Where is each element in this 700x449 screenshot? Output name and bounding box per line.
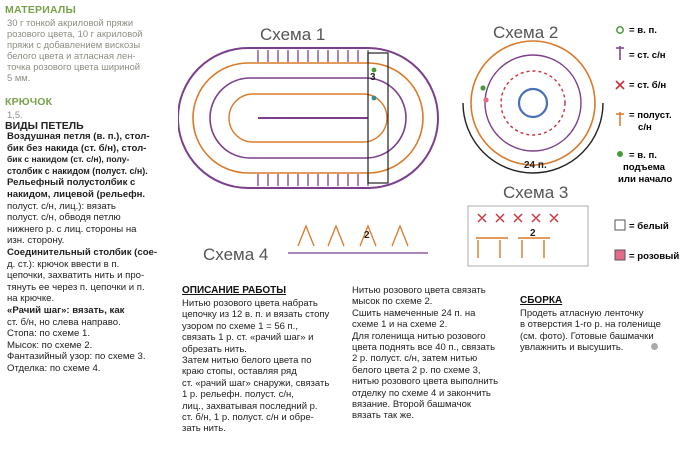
scheme4-label: Схема 4 — [203, 245, 269, 264]
x-stitches — [478, 214, 558, 222]
desc-line: Для голенища нитью розового — [352, 330, 486, 342]
stitch-line: цепочки, захватить нить и про- — [7, 270, 145, 282]
scheme1-row-number: 3 — [370, 72, 376, 83]
stitch-line: «Рачий шаг»: вязать, как — [7, 304, 125, 316]
desc-line: 2 р. полуст. с/н, затем нитью — [352, 353, 478, 365]
desc-line: 1 р. рельефн. полуст. с/н, — [182, 389, 294, 401]
scheme3-label: Схема 3 — [503, 183, 569, 202]
desc-line: Нитью розового цвета связать — [352, 285, 486, 296]
turning-chain-icon — [617, 151, 623, 157]
scheme3-row-number: 2 — [530, 228, 536, 239]
legend-hdc-2: с/н — [638, 122, 652, 133]
description-title: ОПИСАНИЕ РАБОТЫ — [182, 285, 287, 296]
assembly-line: Продеть атласную ленточку — [520, 308, 644, 319]
scheme1-label: Схема 1 — [260, 25, 326, 44]
desc-line: связать 1 р. ст. «рачий шаг» и — [182, 332, 314, 344]
start-dot — [372, 96, 377, 101]
stitch-line: нижнего р. с лиц. стороны на — [7, 223, 137, 235]
assembly-line: в отверстия 1-го р. на голенище — [520, 319, 661, 331]
pink-swatch-icon — [615, 250, 625, 260]
legend — [615, 25, 679, 262]
hook-title: КРЮЧОК — [5, 96, 53, 108]
desc-line: узором по схеме 1 = 56 п., — [182, 320, 298, 332]
stitch-line: изн. сторону. — [7, 235, 65, 247]
half-double-crochet-icon — [616, 112, 624, 126]
stitches-text — [7, 131, 175, 374]
stitch-line: Воздушная петля (в. п.), стол- — [7, 131, 150, 142]
stitch-line: накидом, лицевой (рельефн. — [7, 188, 146, 200]
stitch-line: бик без накида (ст. б/н), стол- — [7, 142, 147, 154]
stitch-line: Соединительный столбик (сое- — [7, 246, 158, 258]
stitch-line: на крючке. — [7, 293, 55, 305]
legend-hdc: = полуст. — [629, 110, 672, 121]
stitch-line: Фантазийный узор: по схеме 3. — [7, 351, 146, 363]
desc-line: отделку по схеме 4 и закончить — [352, 387, 491, 399]
assembly-line: (см. фото). Готовые башмачки — [520, 330, 654, 342]
materials-title: МАТЕРИАЛЫ — [5, 4, 76, 16]
materials-text — [7, 17, 175, 83]
start-dot — [372, 68, 377, 73]
single-crochet-icon — [616, 81, 624, 89]
desc-line: краю стопы, оставляя ряд — [182, 366, 297, 378]
hook-value: 1,5. — [7, 109, 23, 120]
white-swatch-icon — [615, 220, 625, 230]
stitch-line: Мысок: по схеме 2. — [7, 339, 93, 351]
legend-turning-3: или начало — [618, 174, 673, 185]
desc-line: Сшить намеченные 24 п. на — [352, 307, 476, 319]
legend-pink: = розовый — [629, 251, 680, 262]
stitch-line: Отделка: по схеме 4. — [7, 362, 101, 374]
legend-sc: = ст. б/н — [629, 80, 667, 91]
stitch-line: д. ст.): крючок ввести в п. — [7, 258, 120, 270]
scheme4-row-number: 2 — [364, 230, 370, 241]
crochet-diagrams — [178, 8, 700, 286]
scheme2-count: 24 п. — [524, 160, 547, 171]
desc-line: Нитью розового цвета набрать — [182, 298, 318, 309]
scheme1-diagram — [178, 48, 438, 188]
scheme3-diagram — [468, 206, 588, 266]
end-mark-icon — [651, 343, 658, 350]
materials-line: пряжи с добавлением вискозы — [7, 39, 141, 50]
start-dot — [483, 97, 488, 102]
desc-line: вязание. Второй башмачок — [352, 399, 472, 411]
stitches-title: ВИДЫ ПЕТЕЛЬ — [5, 120, 84, 132]
desc-line: обрезать нить. — [182, 343, 247, 355]
legend-dc: = ст. с/н — [629, 50, 666, 61]
lattice-row — [476, 238, 550, 258]
center-ring — [519, 89, 547, 117]
stitch-line: тянуть ее через п. цепочки и п. — [7, 281, 145, 293]
legend-turning-2: подъема — [623, 162, 666, 173]
materials-line: 5 мм. — [7, 72, 31, 83]
stitch-line: ст. б/н, но слева направо. — [7, 316, 121, 328]
description-col2 — [352, 285, 512, 422]
materials-line: розового цвета, 10 г акриловой — [7, 28, 143, 39]
scheme4-diagram — [288, 226, 428, 253]
stitch-line: Рельефный полустолбик с — [7, 177, 136, 189]
assembly-title: СБОРКА — [520, 295, 563, 306]
legend-white: = белый — [629, 221, 669, 232]
assembly-line: увлажнить и высушить. — [520, 342, 624, 354]
desc-line: цепочку из 12 в. п. и вязать стопу — [182, 309, 330, 321]
materials-line: 30 г тонкой акриловой пряжи — [7, 17, 134, 28]
desc-line: мысок по схеме 2. — [352, 296, 433, 308]
desc-line: Затем нитью белого цвета по — [182, 355, 312, 367]
desc-line: вязать так же. — [352, 410, 415, 422]
desc-line: цвета поднять все 40 п., связать — [352, 342, 496, 354]
scheme2-diagram — [463, 41, 603, 173]
desc-line: лиц., захватывая последний р. — [182, 400, 318, 412]
chain-stitch-icon — [617, 27, 623, 33]
legend-chain: = в. п. — [629, 25, 657, 36]
description-col1 — [182, 298, 342, 435]
materials-line: белого цвета и атласная лен- — [7, 50, 136, 61]
start-dot — [480, 85, 485, 90]
stitch-line: Стопа: по схеме 1. — [7, 328, 91, 340]
desc-line: ст. «рачий шаг» снаружи, связать — [182, 377, 330, 389]
desc-line: нитью розового цвета выполнить — [352, 376, 499, 388]
legend-turning: = в. п. — [629, 150, 657, 161]
desc-line: схеме 1 и на схеме 2. — [352, 319, 448, 331]
stitch-line: полуст. с/н, обводя петлю — [7, 212, 121, 224]
desc-line: ст. б/н, 1 р. полуст. с/н и обре- — [182, 412, 314, 424]
stitch-line: столбик с накидом (полуст. с/н). — [7, 165, 148, 176]
materials-line: точка розового цвета шириной — [7, 61, 141, 72]
stitch-line: полуст. с/н, лиц.): вязать — [7, 200, 116, 212]
double-crochet-icon — [616, 46, 624, 60]
desc-line: зать нить. — [182, 423, 226, 435]
desc-line: белого цвета 2 р. по схеме 3, — [352, 364, 481, 376]
scheme2-label: Схема 2 — [493, 23, 559, 42]
assembly-text — [520, 308, 695, 354]
stitch-line: бик с накидом (ст. с/н), полу- — [7, 154, 130, 165]
